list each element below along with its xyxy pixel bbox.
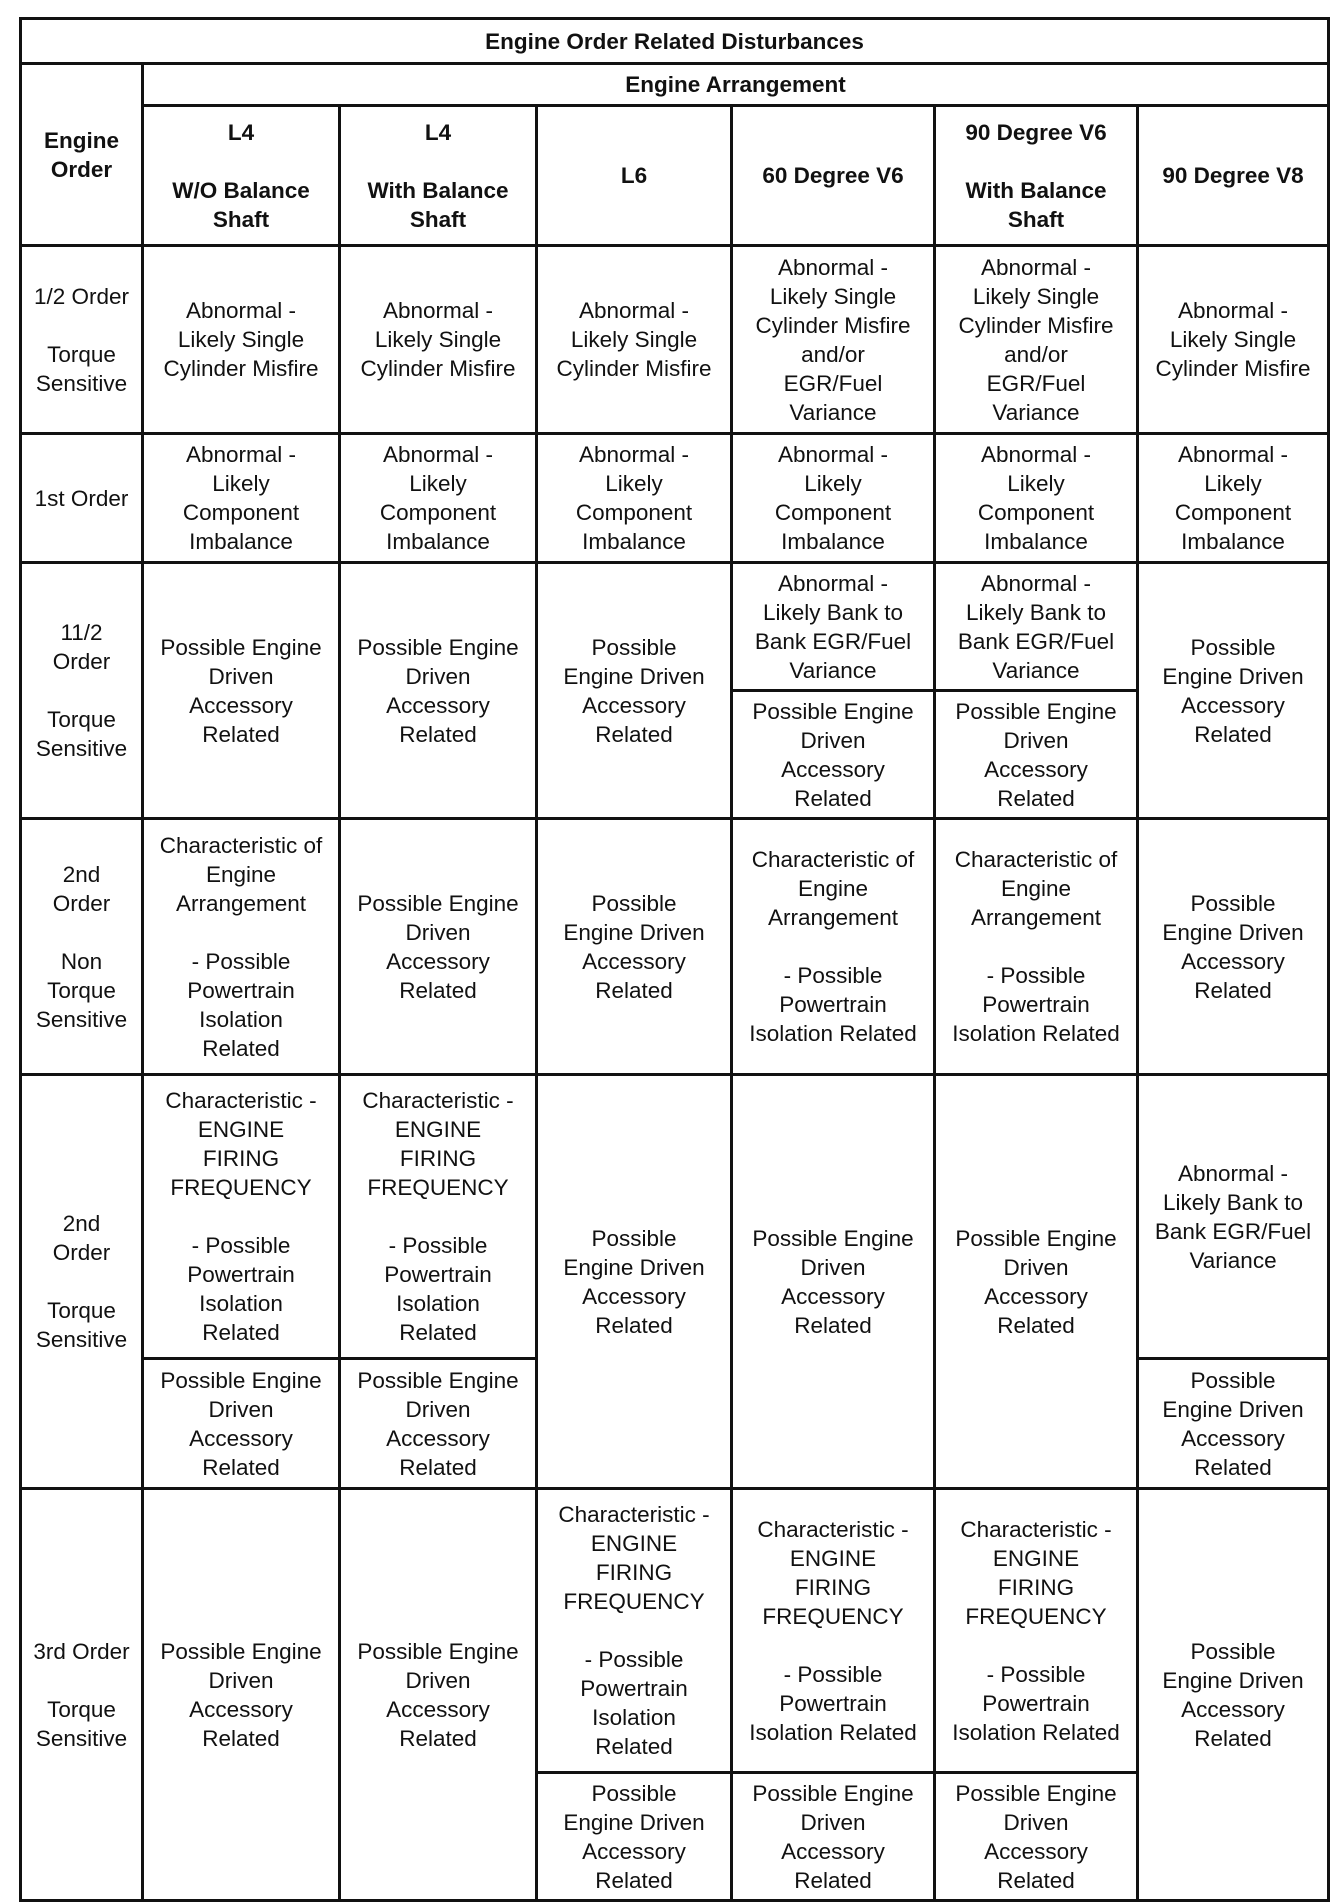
column-header-60-degree-v6: 60 Degree V6 [732, 106, 935, 246]
cell-oneandhalf-90v8: Possible Engine Driven Accessory Related [1138, 563, 1329, 819]
cell-half-l4-wo: Abnormal - Likely Single Cylinder Misfire [143, 246, 340, 434]
column-header-l4-without-balance-shaft: L4 W/O Balance Shaft [143, 106, 340, 246]
cell-second-nt-90v6: Characteristic of Engine Arrangement - Possible Powertrain Isolation Related [935, 819, 1138, 1075]
cell-second-t-90v6: Possible Engine Driven Accessory Related [935, 1075, 1138, 1489]
cell-third-60v6-top: Characteristic - ENGINE FIRING FREQUENCY - Possible Powertrain Isolation Related [732, 1489, 935, 1773]
cell-third-90v8: Possible Engine Driven Accessory Related [1138, 1489, 1329, 1901]
cell-second-t-90v8-bottom: Possible Engine Driven Accessory Related [1138, 1359, 1329, 1489]
cell-second-nt-l4-wo: Characteristic of Engine Arrangement - Possible Powertrain Isolation Related [143, 819, 340, 1075]
cell-first-90v6: Abnormal - Likely Component Imbalance [935, 434, 1138, 563]
cell-half-60v6: Abnormal - Likely Single Cylinder Misfire and/or EGR/Fuel Variance [732, 246, 935, 434]
cell-second-nt-l6: Possible Engine Driven Accessory Related [537, 819, 732, 1075]
cell-oneandhalf-l4-wo: Possible Engine Driven Accessory Related [143, 563, 340, 819]
cell-half-l6: Abnormal - Likely Single Cylinder Misfire [537, 246, 732, 434]
cell-first-l4-with: Abnormal - Likely Component Imbalance [340, 434, 537, 563]
row-label-second-order-non-torque: 2nd Order Non Torque Sensitive [21, 819, 143, 1075]
cell-oneandhalf-60v6-bottom: Possible Engine Driven Accessory Related [732, 691, 935, 819]
row-label-one-and-half-order: 11/2 Order Torque Sensitive [21, 563, 143, 819]
cell-third-l4-wo: Possible Engine Driven Accessory Related [143, 1489, 340, 1901]
cell-first-l4-wo: Abnormal - Likely Component Imbalance [143, 434, 340, 563]
engine-order-header: Engine Order [21, 64, 143, 246]
cell-third-60v6-bottom: Possible Engine Driven Accessory Related [732, 1773, 935, 1901]
disturbance-table-container [19, 17, 1327, 1893]
table-title: Engine Order Related Disturbances [21, 19, 1329, 64]
cell-second-t-90v8-top: Abnormal - Likely Bank to Bank EGR/Fuel Variance [1138, 1075, 1329, 1359]
cell-second-t-l4-with-bottom: Possible Engine Driven Accessory Related [340, 1359, 537, 1489]
cell-oneandhalf-60v6-top: Abnormal - Likely Bank to Bank EGR/Fuel Variance [732, 563, 935, 691]
cell-second-nt-90v8: Possible Engine Driven Accessory Related [1138, 819, 1329, 1075]
cell-oneandhalf-l6: Possible Engine Driven Accessory Related [537, 563, 732, 819]
cell-half-l4-with: Abnormal - Likely Single Cylinder Misfire [340, 246, 537, 434]
cell-second-t-60v6: Possible Engine Driven Accessory Related [732, 1075, 935, 1489]
cell-second-nt-l4-with: Possible Engine Driven Accessory Related [340, 819, 537, 1075]
row-label-half-order: 1/2 Order Torque Sensitive [21, 246, 143, 434]
column-header-90-degree-v8: 90 Degree V8 [1138, 106, 1329, 246]
cell-second-nt-60v6: Characteristic of Engine Arrangement - Possible Powertrain Isolation Related [732, 819, 935, 1075]
cell-second-t-l4-wo-top: Characteristic - ENGINE FIRING FREQUENCY - Possible Powertrain Isolation Related [143, 1075, 340, 1359]
cell-first-l6: Abnormal - Likely Component Imbalance [537, 434, 732, 563]
engine-arrangement-header: Engine Arrangement [143, 64, 1329, 106]
cell-second-t-l4-with-top: Characteristic - ENGINE FIRING FREQUENCY - Possible Powertrain Isolation Related [340, 1075, 537, 1359]
cell-oneandhalf-l4-with: Possible Engine Driven Accessory Related [340, 563, 537, 819]
row-label-third-order: 3rd Order Torque Sensitive [21, 1489, 143, 1901]
cell-first-90v8: Abnormal - Likely Component Imbalance [1138, 434, 1329, 563]
cell-third-l6-top: Characteristic - ENGINE FIRING FREQUENCY - Possible Powertrain Isolation Related [537, 1489, 732, 1773]
cell-half-90v6: Abnormal - Likely Single Cylinder Misfire and/or EGR/Fuel Variance [935, 246, 1138, 434]
cell-third-90v6-bottom: Possible Engine Driven Accessory Related [935, 1773, 1138, 1901]
cell-half-90v8: Abnormal - Likely Single Cylinder Misfire [1138, 246, 1329, 434]
cell-first-60v6: Abnormal - Likely Component Imbalance [732, 434, 935, 563]
row-label-first-order: 1st Order [21, 434, 143, 563]
cell-oneandhalf-90v6-bottom: Possible Engine Driven Accessory Related [935, 691, 1138, 819]
cell-third-l4-with: Possible Engine Driven Accessory Related [340, 1489, 537, 1901]
column-header-l6: L6 [537, 106, 732, 246]
engine-order-disturbance-table [19, 17, 1330, 1902]
column-header-90-degree-v6-with-balance-shaft: 90 Degree V6 With Balance Shaft [935, 106, 1138, 246]
cell-oneandhalf-90v6-top: Abnormal - Likely Bank to Bank EGR/Fuel Variance [935, 563, 1138, 691]
column-header-l4-with-balance-shaft: L4 With Balance Shaft [340, 106, 537, 246]
cell-second-t-l4-wo-bottom: Possible Engine Driven Accessory Related [143, 1359, 340, 1489]
row-label-second-order-torque: 2nd Order Torque Sensitive [21, 1075, 143, 1489]
cell-second-t-l6: Possible Engine Driven Accessory Related [537, 1075, 732, 1489]
cell-third-l6-bottom: Possible Engine Driven Accessory Related [537, 1773, 732, 1901]
cell-third-90v6-top: Characteristic - ENGINE FIRING FREQUENCY - Possible Powertrain Isolation Related [935, 1489, 1138, 1773]
